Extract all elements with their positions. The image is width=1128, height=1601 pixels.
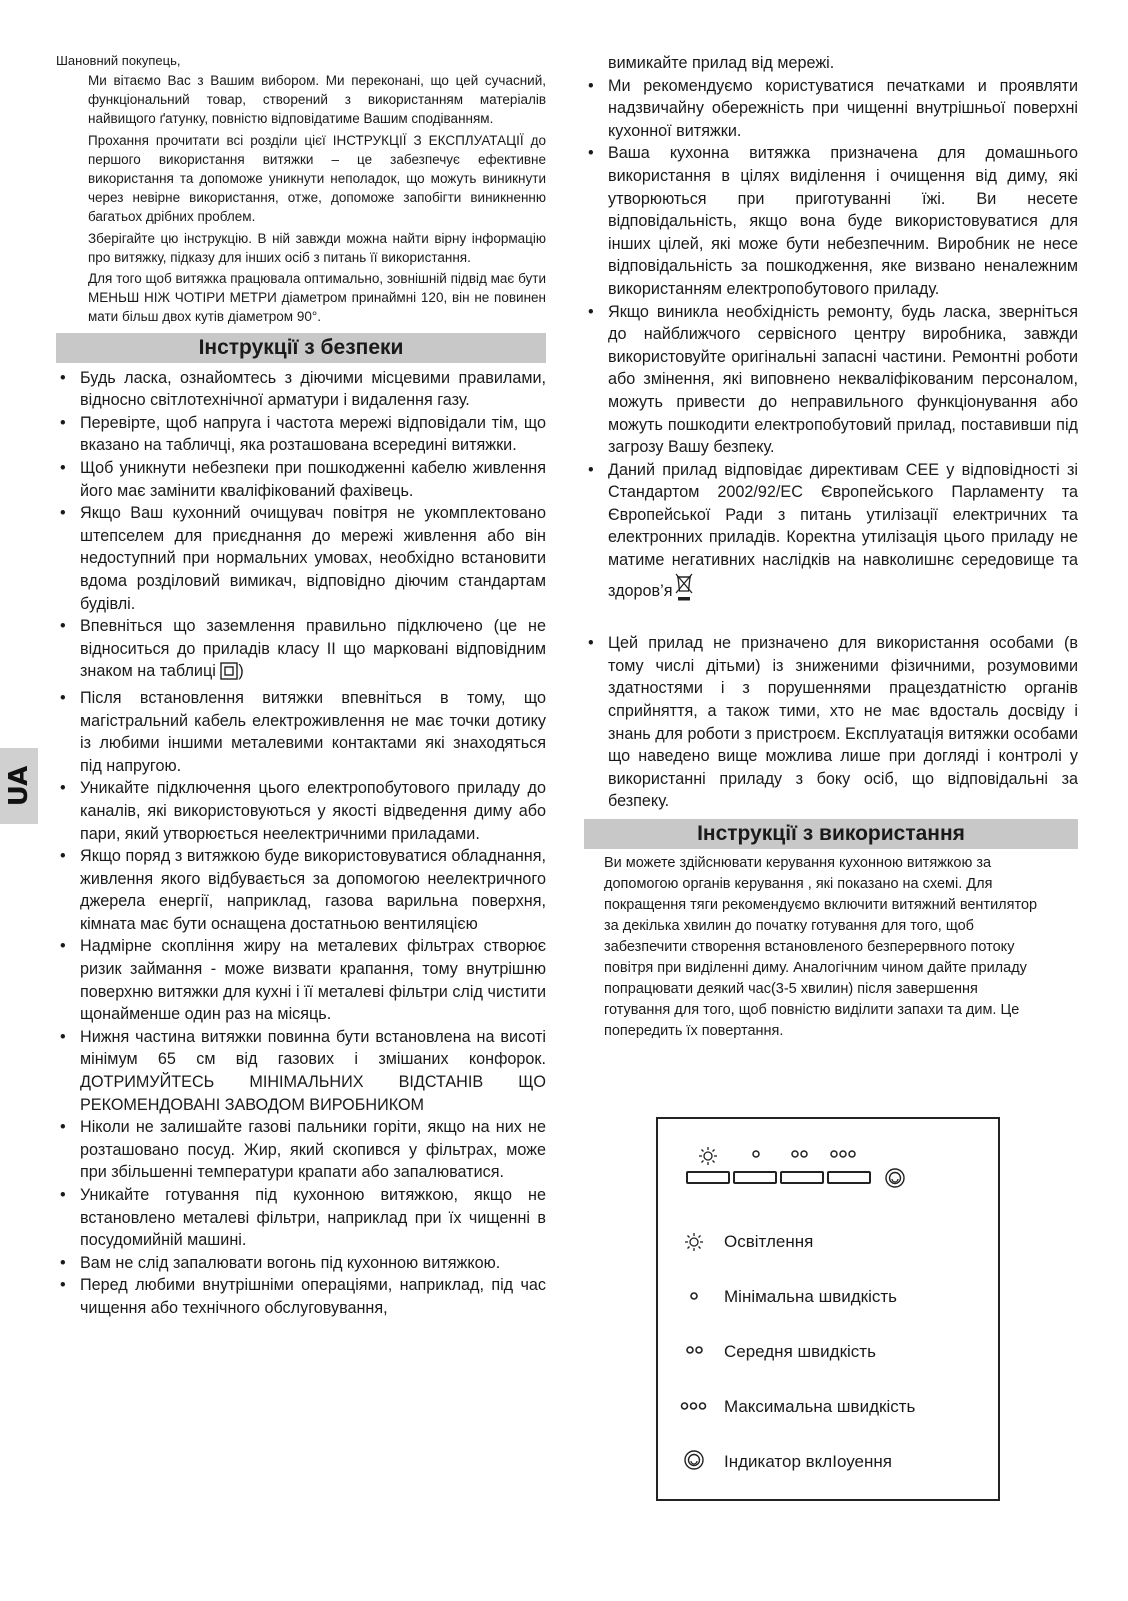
speed-mid-icon [680,1339,720,1365]
speed-mid-button[interactable] [780,1171,824,1184]
safety-list-continued [584,52,1078,813]
legend-label: Мінімальна швидкість [724,1287,898,1306]
intro-paragraph: Ми вітаємо Вас з Вашим вибором. Ми переконані, що цей сучасний, функціональний товар, створений з використанням матеріалів найвищого ґатунку, повністю відповідатиме Вашим сподіванням. [88,73,546,127]
safety-item: • Перед любими внутрішніми операціями, наприклад, під час чищення або технічного обслуговування, [56,1274,546,1319]
legend-light [680,1229,980,1255]
legend-speed-mid [680,1339,980,1365]
safety-item: • Уникайте готування під кухонною витяжкою, якщо не встановлено металеві фільтри, наприклад при їх чищенні в посудомийній машині. [56,1184,546,1252]
legend-label: Індикатор вклІоуення [724,1452,892,1471]
speed-max-button[interactable] [827,1171,871,1184]
weee-bin-icon [674,572,694,609]
intro-paragraph: Для того щоб витяжка працювала оптимально, зовнішній підвід має бути МЕНЬШ НІЖ ЧОТІРИ МЕТРИ діаметром принаймні 120, він не повинен мати більш двох кутів діаметром 90°. [88,271,546,325]
safety-item: • Будь ласка, ознайомтесь з діючими місцевими правилами, відносно світлотехнічної арматури і видалення газу. [56,367,546,412]
safety-item: • Надмірне скопління жиру на металевих фільтрах створює ризик займання - може визвати крапання, тому внутрішню поверхню витяжки для кухні і її металеві фільтри слід чистити щонайменше один раз на місяць. [56,935,546,1025]
speed-mid-icon [792,1151,798,1157]
legend-label: Середня швидкість [724,1342,876,1361]
safety-item [584,459,1078,609]
safety-item: • Перевірте, щоб напруга і частота мережі відповідали тім, що вказано на табличці, яка розташована всередині витяжки. [56,412,546,457]
safety-item: • Якщо виникла необхідність ремонту, будь ласка, зверніться до найближчого сервісного центру виробника, завжди використовуйте оригінальні запасні частини. Ремонтні роботи або змінення, які виповнено некваліфікованим персоналом, можуть привести до неправильного функціонування або можуть пошкодити електропобутовий прилад, поставивши під загрозу Вашу безпеку. [584,301,1078,459]
safety-item-tail: ) [238,662,244,681]
safety-item: • Цей прилад не призначено для використання особами (в тому числі дітьми) із зниженими фізичними, розумовими здатностями і з порушеннями працездатністю органів сприйняття, а також тими, хто не має вдосталь досвіду і знань для роботи з пристроєм. Експлуатація витяжки особами що наведено вище можлива лише при догляді і контролі у використанні приладу з боку осіб, що відповідальні за безпеку. [584,632,1078,813]
power-indicator-icon [884,1167,906,1189]
panel-top-icons [698,1145,888,1167]
safety-item: • Якщо поряд з витяжкою буде використовуватися обладнання, живлення якого відбувається за допомогою неелектричного джерела енергії, наприклад, газова варильна поверхня, кімната має бути оснащена достатньою вентиляцією [56,845,546,935]
safety-item: • Щоб уникнути небезпеки при пошкодженні кабелю живлення його має замінити кваліфікований фахівець. [56,457,546,502]
legend-label: Освітлення [724,1232,814,1251]
safety-item: • Після встановлення витяжки впевніться в тому, що магістральний кабель електроживлення не має точки дотику із любими іншими металевими контактами які знаходяться під напругою. [56,687,546,777]
speed-min-button[interactable] [733,1171,777,1184]
class-ii-symbol-icon [220,662,238,687]
safety-item-text: Даний прилад відповідає директивам CEE у відповідності зі Стандартом 2002/92/EC Європейського Парламенту та Європейської Ради з питань утилізації електричних та електронних приладів. Коректна утилізація цього приладу не матиме негативних наслідків на навколишнє середовище та здоров’я [608,460,1078,600]
legend-speed-min [680,1284,980,1310]
speed-max-icon [680,1394,720,1420]
safety-item: • Ніколи не залишайте газові пальники горіти, якщо на них не розташовано посуд. Жир, який скопився у фільтрах, може при збільшенні температури крапати або запалюватися. [56,1116,546,1184]
intro-paragraph: Прохання прочитати всі розділи цієї ІНСТРУКЦІЇ З ЕКСПЛУАТАЦІЇ до першого використання витяжки – це забезпечує ефективне використання та допоможе уникнути неполадок, що можуть виникнути через невірне використання, отже, допоможе запобігти виникненню багатьох дрібних проблем. [88,132,546,225]
usage-text: Ви можете здійснювати керування кухонною витяжкою за допомогою органів керування , які показано на схемі. Для покращення тяги рекомендуємо включити витяжний вентилятор за декілька хвилин до початку готування для того, щоб забезпечити створення встановленого безперервного потоку повітря при виділенні диму. Аналогічним чином дайте приладу попрацювати деякий час(3-5 хвилин) після завершення готування для того, щоб повністю виділити запахи та дим. Це попередить їх повертання. [604,855,1038,1039]
speed-min-icon [753,1151,759,1157]
safety-list [56,367,546,1320]
usage-title: Інструкції з використання [584,819,1078,849]
light-icon [699,1147,717,1165]
legend-speed-max [680,1394,980,1420]
power-indicator-icon [680,1449,720,1475]
greeting: Шановний покупець, [56,53,181,68]
safety-item: • Ваша кухонна витяжка призначена для домашнього використання в цілях виділення і очищення від диму, які утворюються при приготуванні їжі. Ви несете відповідальність, якщо вона буде використовуватися для інших цілей, які може бути небезпечним. Виробник не несе відповідальність за пошкодження, яке визвано неналежним використанням електропобутового приладу. [584,142,1078,300]
intro-paragraph: Зберігайте цю інструкцію. В ній завжди можна найти вірну інформацію про витяжку, підказу для інших осіб з питань її використання. [88,230,546,265]
legend-label: Максимальна швидкість [724,1397,916,1416]
safety-item: • Вам не слід запалювати вогонь під кухонною витяжкою. [56,1252,546,1275]
speed-min-icon [680,1284,720,1310]
safety-item-text: Впевніться що заземлення правильно підключено (це не відноситься до приладів класу II що марковані відповідним знаком на таблиці [80,617,546,681]
light-button[interactable] [686,1171,730,1184]
safety-item: • Нижня частина витяжки повинна бути встановлена на висоті мінімум 65 см від газових і змішаних конфорок. ДОТРИМУЙТЕСЬ МІНІМАЛЬНИХ ВІДСТАНІВ ЩО РЕКОМЕНДОВАНІ ЗАВОДОМ ВИРОБНИКОМ [56,1026,546,1116]
light-icon [680,1229,720,1255]
legend-power-indicator [680,1449,980,1475]
intro-paragraphs [56,71,546,327]
usage-section [584,853,1078,1042]
language-tab [0,748,38,824]
language-tab-label: UA [4,765,34,807]
left-column [56,52,546,1320]
right-column [584,52,1078,1042]
safety-item: вимикайте прилад від мережі. [608,54,835,72]
safety-item: • Якщо Ваш кухонний очищувач повітря не укомплектовано штепселем для приєднання до мережі живлення або він недоступний при нормальних умовах, необхідно встановити вдома розділовий вимикач, відповідно діючим стандартам будівлі. [56,502,546,615]
safety-title: Інструкції з безпеки [56,333,546,363]
safety-item [56,615,546,687]
control-panel-diagram [656,1117,1000,1501]
safety-item: • Уникайте підключення цього електропобутового приладу до каналів, які використовуються у якості відведення диму або пари, який утворюється неелектричними приладами. [56,777,546,845]
safety-item: • Ми рекомендуємо користуватися печатками и проявляти надзвичайну обережність при чищенні внутрішньої поверхні кухонної витяжки. [584,75,1078,143]
speed-max-icon [831,1151,837,1157]
